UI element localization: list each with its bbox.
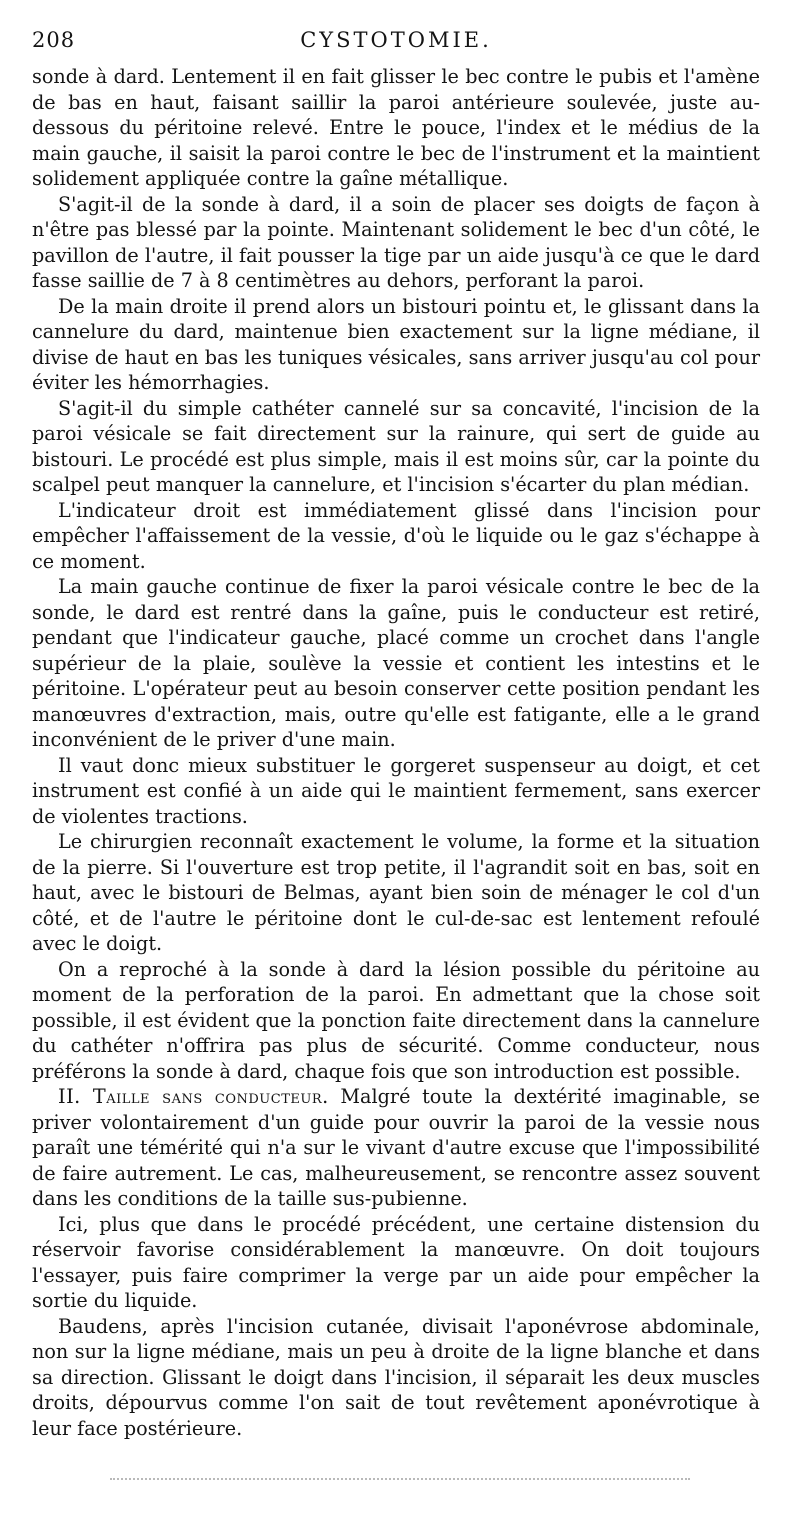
paragraph: De la main droite il prend alors un bistouri pointu et, le glissant dans la cannelure du dard, maintenue bien exactement sur la ligne médiane, il divise de haut en bas les tuniques vésicales, sans arriver jusqu'au col pour éviter les hémorrhagies. xyxy=(32,294,760,394)
page-number: 208 xyxy=(32,28,76,52)
paragraph: Le chirurgien reconnaît exactement le volume, la forme et la situation de la pierre. Si l'ouverture est trop petite, il l'agrandit soit en bas, soit en haut, avec le bistouri de Belmas, ayant bien soin de ménager le col d'un côté, et de l'autre le péritoine dont le cul-de-sac est lentement refoulé avec le doigt. xyxy=(32,830,760,955)
paragraph: Il vaut donc mieux substituer le gorgeret suspenseur au doigt, et cet instrument est confié à un aide qui le maintient fermement, sans exercer de violentes tractions. xyxy=(32,753,760,828)
page-header xyxy=(32,28,760,62)
paragraph: Ici, plus que dans le procédé précédent, une certaine distension du réservoir favorise considérablement la manœuvre. On doit toujours l'essayer, puis faire comprimer la verge par un aide pour empêcher la sortie du liquide. xyxy=(32,1212,760,1312)
paragraph: sonde à dard. Lentement il en fait glisser le bec contre le pubis et l'amène de bas en haut, faisant saillir la paroi antérieure soulevée, juste au-dessous du péritoine relevé. Entre le pouce, l'index et le médius de la main gauche, il saisit la paroi contre le bec de l'instrument et la maintient solidement appliquée contre la gaîne métallique. xyxy=(32,65,760,190)
scan-noise-divider xyxy=(110,1478,690,1484)
paragraph: Baudens, après l'incision cutanée, divisait l'aponévrose abdominale, non sur la ligne médiane, mais un peu à droite de la ligne blanche et dans sa direction. Glissant le doigt dans l'incision, il séparait les deux muscles droits, dépourvus comme l'on sait de tout revêtement aponévrotique à leur face postérieure. xyxy=(32,1314,760,1440)
paragraph: S'agit-il du simple cathéter cannelé sur sa concavité, l'incision de la paroi vésicale se fait directement sur la rainure, qui sert de guide au bistouri. Le procédé est plus simple, mais il est moins sûr, car la pointe du scalpel peut manquer la cannelure, et l'incision s'écarter du plan médian. xyxy=(32,396,760,496)
body-text xyxy=(32,64,760,1441)
paragraph: S'agit-il de la sonde à dard, il a soin de placer ses doigts de façon à n'être pas blessé par la pointe. Maintenant solidement le bec d'un côté, le pavillon de l'autre, il fait pousser la tige par un aide jusqu'à ce que le dard fasse saillie de 7 à 8 centimètres au dehors, perforant la paroi. xyxy=(32,192,760,292)
running-title: CYSTOTOMIE. xyxy=(300,28,492,52)
section-heading: II. Taille sans conducteur. xyxy=(58,1085,329,1108)
paragraph: La main gauche continue de fixer la paroi vésicale contre le bec de la sonde, le dard est rentré dans la gaîne, puis le conducteur est retiré, pendant que l'indicateur gauche, placé comme un crochet dans l'angle supérieur de la plaie, soulève la vessie et contient les intestins et le péritoine. L'opérateur peut au besoin conserver cette position pendant les manœuvres d'extraction, mais, outre qu'elle est fatigante, elle a le grand inconvénient de le priver d'une main. xyxy=(32,575,760,751)
paragraph: On a reproché à la sonde à dard la lésion possible du péritoine au moment de la perforation de la paroi. En admettant que la chose soit possible, il est évident que la ponction faite directement dans la cannelure du cathéter n'offrira pas plus de sécurité. Comme conducteur, nous préférons la sonde à dard, chaque fois que son introduction est possible. xyxy=(32,957,760,1083)
paragraph: L'indicateur droit est immédiatement glissé dans l'incision pour empêcher l'affaissement de la vessie, d'où le liquide ou le gaz s'échappe à ce moment. xyxy=(32,498,760,573)
paragraph-text: Malgré toute la dextérité imaginable, se priver volontairement d'un guide pour ouvrir la paroi de la vessie nous paraît une témérité qui n'a sur le vivant d'autre excuse que l'impossibilité de faire autrement. Le cas, malheureusement, se rencontre assez souvent dans les conditions de la taille sus-pubienne. xyxy=(32,1085,760,1210)
paragraph-section-ii xyxy=(32,1084,760,1212)
